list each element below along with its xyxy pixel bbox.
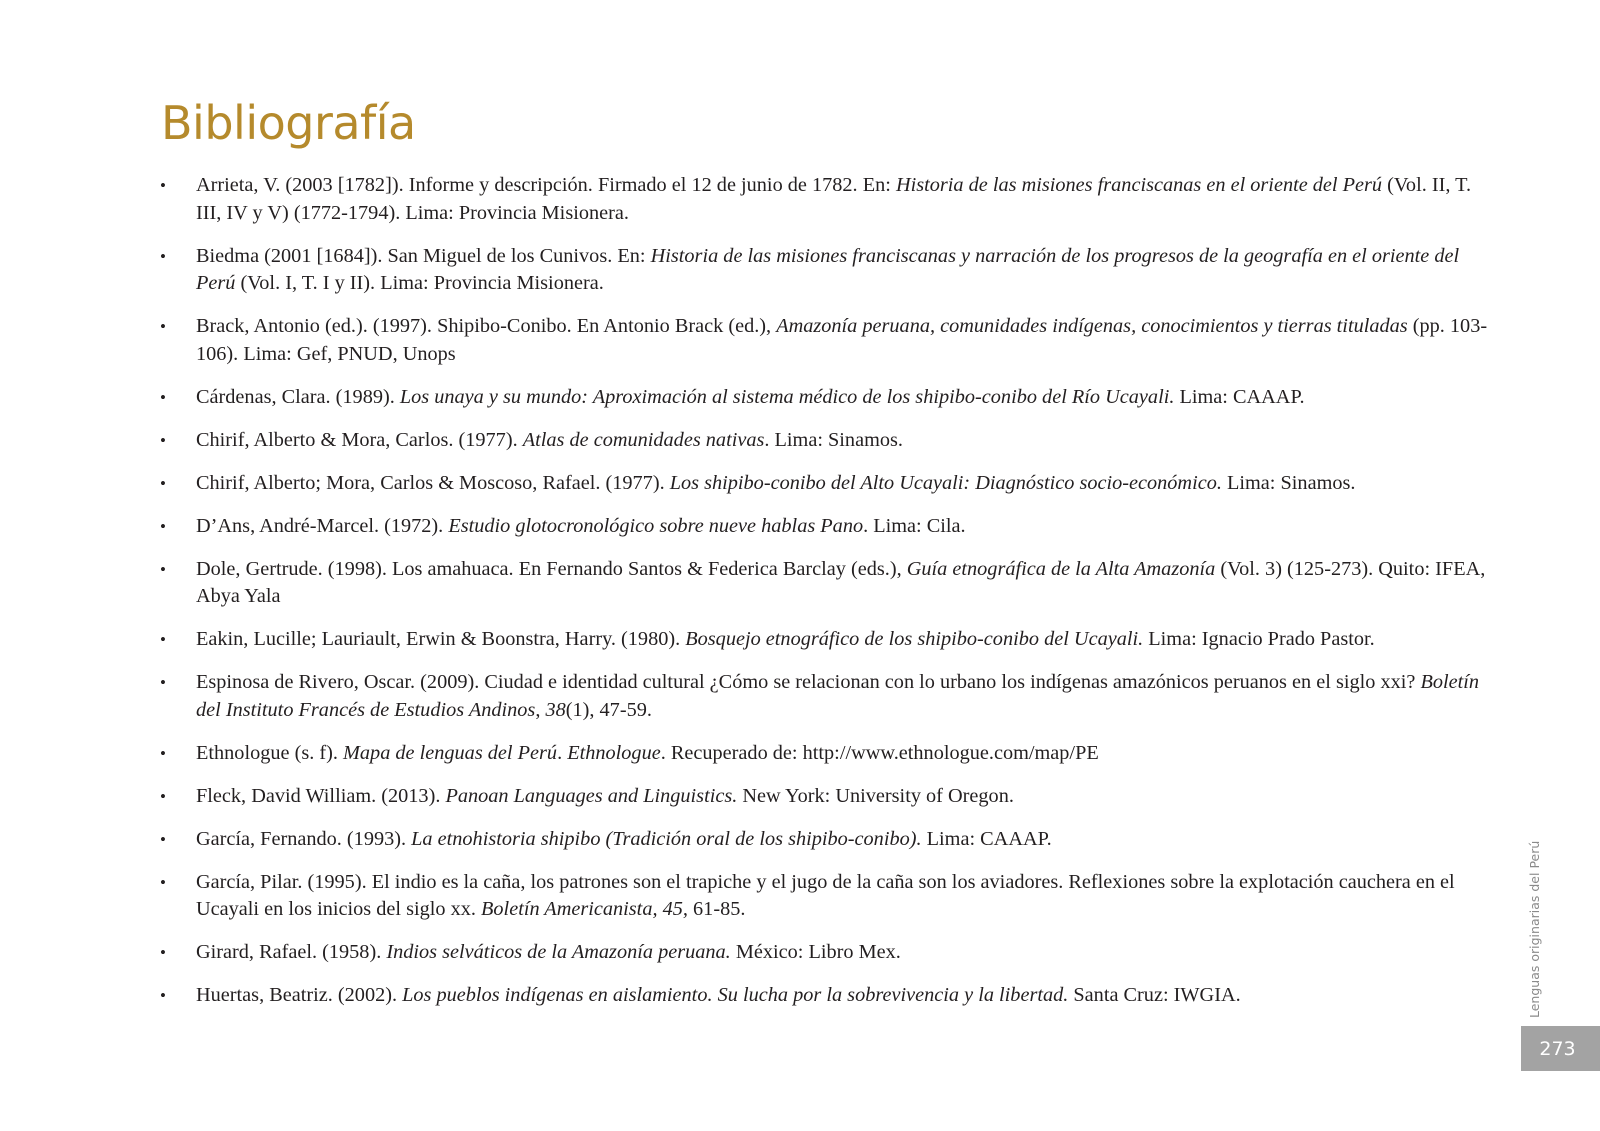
entry-text: (Vol. I, T. I y II). Lima: Provincia Misionera. [235, 272, 604, 294]
entry-text: Dole, Gertrude. (1998). Los amahuaca. En Fernando Santos & Federica Barclay (eds.), [196, 557, 907, 580]
bibliography-entry [160, 172, 1500, 227]
entry-title-italic: 38 [545, 698, 566, 721]
entry-text: Biedma (2001 [1684]). San Miguel de los Cunivos. En: [196, 244, 651, 267]
entry-title-italic: Boletín del Instituto Francés de Estudios Andinos [196, 671, 1480, 721]
entry-text: (1), 47-59. [565, 698, 652, 721]
entry-text: Chirif, Alberto & Mora, Carlos. (1977). [196, 428, 523, 451]
bibliography-entry [160, 313, 1500, 368]
bibliography-entry [160, 626, 1500, 654]
entry-text: Brack, Antonio (ed.). (1997). Shipibo-Conibo. En Antonio Brack (ed.), [196, 315, 777, 337]
entry-text: Arrieta, V. (2003 [1782]). Informe y descripción. Firmado el 12 de junio de 1782. En: [196, 174, 896, 196]
running-header-label: Lenguas originarias del Perú [1527, 840, 1542, 1018]
entry-text: (pp. 103-106). Lima: Gef, PNUD, Unops [196, 315, 1488, 365]
entry-title-italic: Mapa de lenguas del Perú [343, 741, 558, 764]
entry-text: 61-85. [687, 898, 746, 920]
entry-text: (Vol. 3) (125-273). Quito: IFEA, Abya Yala [196, 557, 1486, 607]
page-title: Bibliografía [161, 96, 416, 150]
entry-text: . Lima: Cila. [863, 514, 966, 537]
entry-text: . [557, 741, 568, 764]
bibliography-entry [160, 556, 1500, 611]
bibliography-entry [160, 513, 1500, 541]
entry-text: Eakin, Lucille; Lauriault, Erwin & Boonstra, Harry. (1980). [196, 628, 686, 650]
entry-text: (Vol. II, T. III, IV y V) (1772-1794). Lima: Provincia Misionera. [196, 174, 1472, 224]
entry-text: Santa Cruz: IWGIA. [1068, 984, 1241, 1006]
entry-text: Lima: Ignacio Prado Pastor. [1143, 628, 1375, 650]
entry-title-italic: Indios selváticos de la Amazonía peruana. [386, 941, 731, 963]
bibliography-entry [160, 740, 1500, 768]
bibliography-list [160, 172, 1500, 1025]
entry-title-italic: Amazonía peruana, comunidades indígenas, conocimientos y tierras tituladas [776, 315, 1408, 337]
entry-title-italic: Atlas de comunidades nativas [522, 428, 765, 451]
entry-text: New York: University of Oregon. [737, 784, 1014, 807]
entry-title-italic: Historia de las misiones franciscanas en el oriente del Perú [895, 174, 1383, 196]
entry-text: Girard, Rafael. (1958). [196, 941, 387, 963]
entry-text: Chirif, Alberto; Mora, Carlos & Moscoso, Rafael. (1977). [196, 471, 670, 494]
entry-text: García, Fernando. (1993). [196, 827, 412, 850]
entry-text: , [535, 698, 546, 721]
entry-title-italic: Boletín Americanista, 45, [481, 898, 688, 920]
bibliography-entry [160, 669, 1500, 724]
entry-title-italic: Guía etnográfica de la Alta Amazonía [906, 557, 1216, 580]
entry-text: García, Pilar. (1995). El indio es la caña, los patrones son el trapiche y el jugo de la caña son los aviadores. Reflexiones sobre la explotación cauchera en el Ucayali en los inicios del siglo xx. [196, 870, 1455, 920]
bibliography-entry [160, 384, 1500, 412]
entry-text: Huertas, Beatriz. (2002). [196, 984, 403, 1006]
bibliography-entry [160, 783, 1500, 811]
entry-text: Espinosa de Rivero, Oscar. (2009). Ciudad e identidad cultural ¿Cómo se relacionan con lo urbano los indígenas amazónicos peruanos en el siglo xxi? [196, 671, 1421, 693]
bibliography-entry [160, 869, 1500, 924]
entry-text: . Lima: Sinamos. [764, 428, 903, 451]
bibliography-entry [160, 427, 1500, 455]
entry-title-italic: Los pueblos indígenas en aislamiento. Su lucha por la sobrevivencia y la libertad. [402, 984, 1069, 1006]
entry-title-italic: Panoan Languages and Linguistics. [445, 784, 738, 807]
entry-text: Lima: Sinamos. [1221, 471, 1356, 494]
bibliography-entry [160, 826, 1500, 854]
entry-title-italic: Estudio glotocronológico sobre nueve hablas Pano [448, 514, 864, 537]
bibliography-entry [160, 243, 1500, 298]
entry-title-italic: La etnohistoria shipibo (Tradición oral de los shipibo-conibo). [411, 827, 922, 850]
entry-text: Ethnologue (s. f). [196, 741, 344, 764]
entry-title-italic: Bosquejo etnográfico de los shipibo-conibo del Ucayali. [685, 628, 1144, 650]
entry-text: . Recuperado de: http://www.ethnologue.com/map/PE [660, 741, 1099, 764]
bibliography-entry [160, 939, 1500, 967]
page-number: 273 [1521, 1026, 1600, 1071]
entry-text: Cárdenas, Clara. (1989). [196, 385, 400, 408]
bibliography-entry [160, 470, 1500, 498]
entry-text: Fleck, David William. (2013). [196, 784, 446, 807]
entry-text: Lima: CAAAP. [921, 827, 1052, 850]
entry-title-italic: Historia de las misiones franciscanas y narración de los progresos de la geografía en el oriente del Perú [196, 244, 1460, 294]
entry-title-italic: Los unaya y su mundo: Aproximación al sistema médico de los shipibo-conibo del Río Ucayali. [399, 385, 1175, 408]
entry-text: D’Ans, André-Marcel. (1972). [196, 514, 449, 537]
bibliography-entry [160, 982, 1500, 1010]
entry-title-italic: Ethnologue [567, 741, 661, 764]
entry-text: Lima: CAAAP. [1174, 385, 1305, 408]
entry-title-italic: Los shipibo-conibo del Alto Ucayali: Diagnóstico socio-económico. [669, 471, 1222, 494]
entry-text: México: Libro Mex. [730, 941, 901, 963]
